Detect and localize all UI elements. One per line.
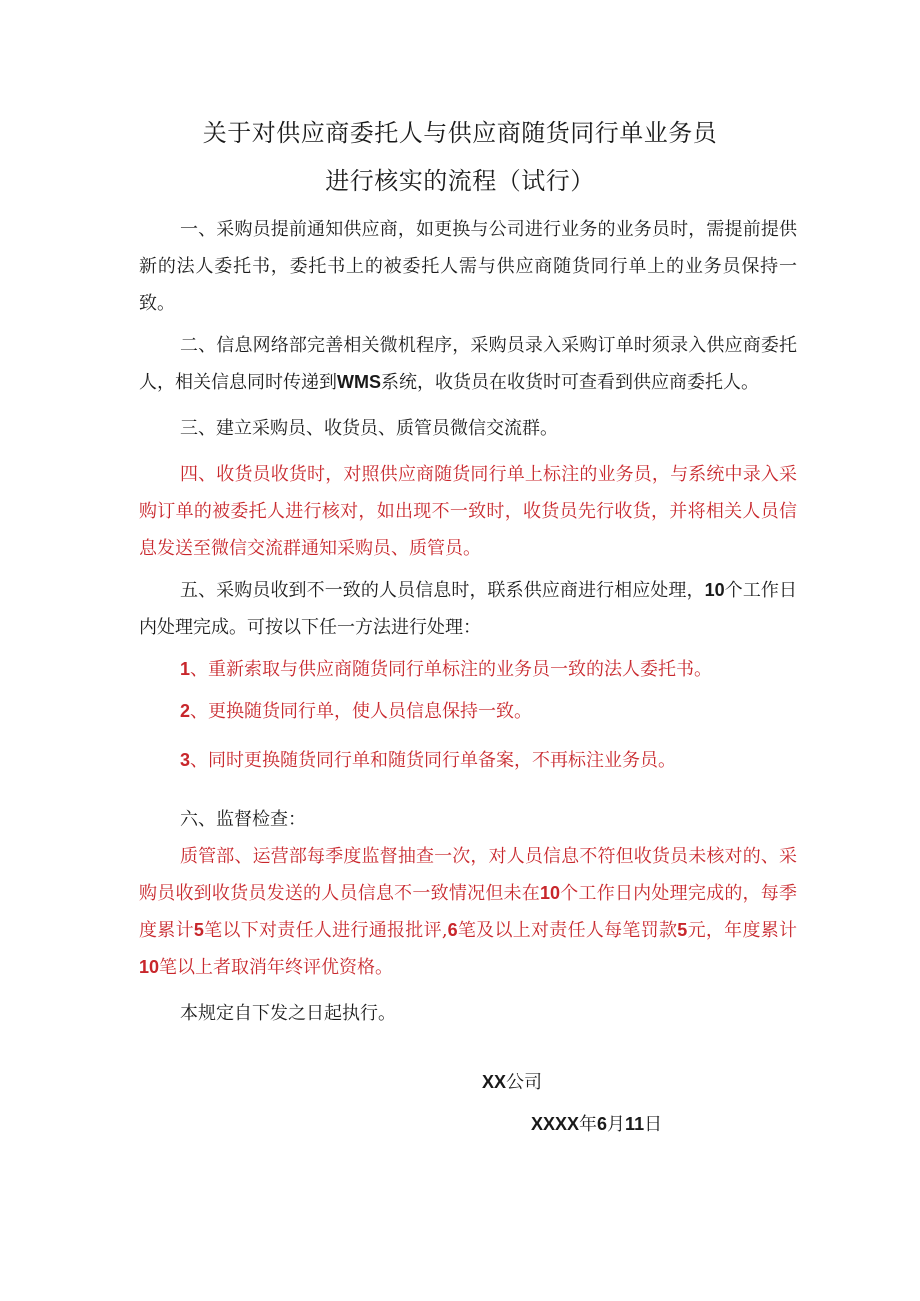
signature-date: [531, 1110, 662, 1139]
section-6-number-2: 5: [193, 920, 204, 940]
section-6-number-3: 6: [447, 920, 458, 940]
section-3-text: 三、建立采购员、收货员、质管员微信交流群。: [180, 418, 558, 439]
date-year-unit: 年: [579, 1114, 598, 1135]
section-6-heading: [139, 801, 797, 838]
method-2-number: 2: [180, 701, 191, 721]
section-6-text-e: 元，年度累计: [687, 920, 798, 941]
method-3-item: [139, 742, 797, 779]
section-2-text-a: 二、信息网络部完善相关微机程序，采购员录入采购订单时须录入供应商委托人，相关信息同时传递到: [139, 335, 797, 393]
section-6-number-4: 5: [677, 920, 688, 940]
section-6-paragraph: [139, 838, 797, 986]
section-6-text-f: 笔以上者取消年终评优资格。: [159, 957, 394, 978]
section-7-paragraph: [139, 995, 797, 1032]
date-month-unit: 月: [607, 1114, 626, 1135]
method-1-item: [139, 651, 797, 688]
section-6-heading-text: 六、监督检查：: [180, 809, 306, 830]
section-1-text: 一、采购员提前通知供应商，如更换与公司进行业务的业务员时，需提前提供新的法人委托书，委托书上的被委托人需与供应商随货同行单上的业务员保持一致。: [139, 219, 797, 314]
section-3-paragraph: [139, 410, 797, 447]
section-7-text: 本规定自下发之日起执行。: [180, 1003, 396, 1024]
signature-company: [482, 1068, 542, 1097]
method-2-text: 、更换随货同行单，使人员信息保持一致。: [190, 701, 533, 722]
wms-label: WMS: [337, 372, 381, 392]
date-day-unit: 日: [644, 1114, 663, 1135]
section-6-text-c: 笔以下对责任人进行通报批评,: [203, 920, 448, 941]
method-3-number: 3: [180, 750, 191, 770]
section-4-paragraph: [139, 456, 797, 567]
section-4-text: 四、收货员收货时，对照供应商随货同行单上标注的业务员，与系统中录入采购订单的被委托人进行核对，如出现不一致时，收货员先行收货，并将相关人员信息发送至微信交流群通知采购员、质管员。: [139, 464, 797, 559]
company-suffix: 公司: [506, 1072, 543, 1093]
document-body: [139, 211, 797, 1032]
method-2-item: [139, 693, 797, 730]
method-1-text: 、重新索取与供应商随货同行单标注的业务员一致的法人委托书。: [190, 659, 713, 680]
section-5-text-a: 五、采购员收到不一致的人员信息时，联系供应商进行相应处理，: [180, 580, 705, 601]
date-day: 11: [625, 1114, 645, 1134]
method-3-text: 、同时更换随货同行单和随货同行单备案，不再标注业务员。: [190, 750, 677, 771]
section-6-text-b: 个工作日内处理完成的，每季度累计: [139, 883, 798, 941]
section-6-text-a: 质管部、运营部每季度监督抽查一次，对人员信息不符但收货员未核对的、采购员收到收货员发送的人员信息不一致情况但未在: [139, 846, 797, 904]
document-title-line2: 进行核实的流程（试行）: [325, 167, 595, 195]
section-2-text-b: 系统，收货员在收货时可查看到供应商委托人。: [381, 372, 759, 393]
method-1-number: 1: [180, 659, 191, 679]
section-5-text-b: 个工作日内处理完成。可按以下任一方法进行处理：: [139, 580, 798, 638]
document-title-line1: 关于对供应商委托人与供应商随货同行单业务员: [202, 119, 718, 147]
section-5-days-number: 10: [704, 580, 725, 600]
date-month: 6: [597, 1114, 608, 1134]
section-6-number-1: 10: [540, 883, 561, 903]
date-year: XXXX: [531, 1114, 580, 1134]
company-prefix: XX: [482, 1072, 507, 1092]
section-6-number-5: 10: [139, 957, 160, 977]
section-2-paragraph: [139, 327, 797, 401]
section-1-paragraph: [139, 211, 797, 322]
section-5-paragraph: [139, 572, 797, 646]
section-6-text-d: 笔及以上对责任人每笔罚款: [457, 920, 678, 941]
